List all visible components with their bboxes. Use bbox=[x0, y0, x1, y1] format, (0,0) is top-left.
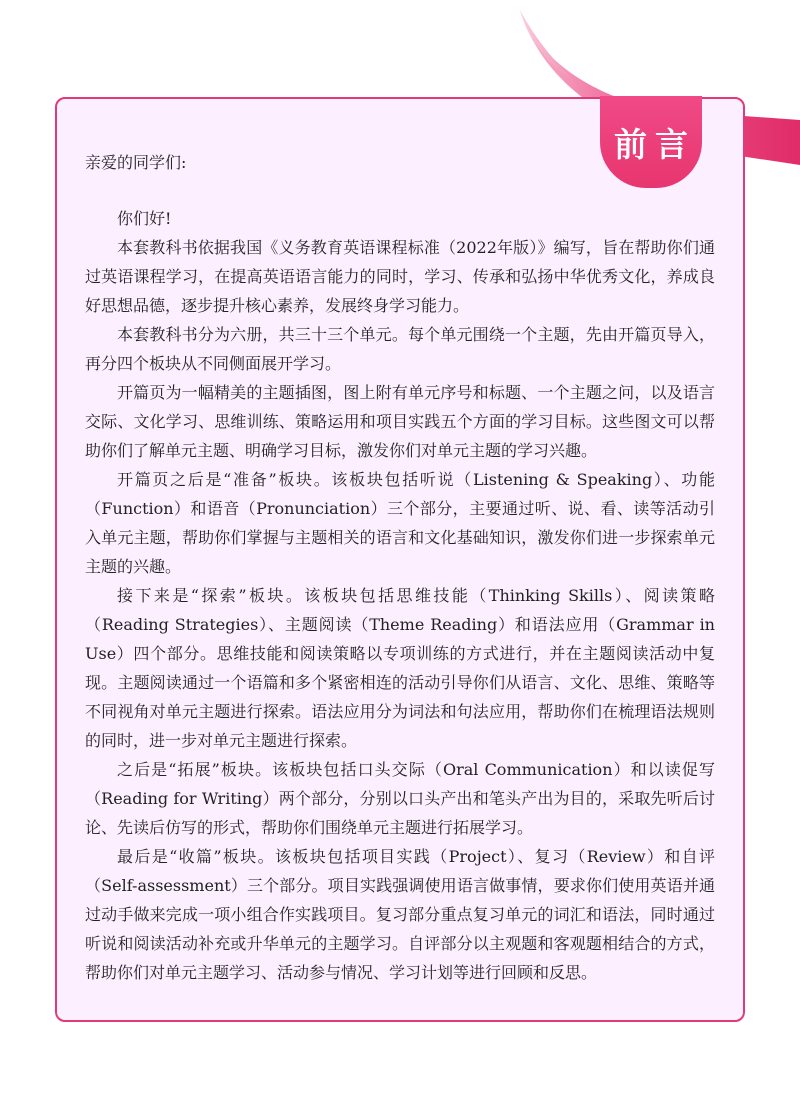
preface-body bbox=[85, 148, 715, 987]
greeting: 亲爱的同学们: bbox=[85, 153, 187, 172]
paragraph: 本套教科书分为六册，共三十三个单元。每个单元围绕一个主题，先由开篇页导入，再分四个板块从不同侧面展开学习。 bbox=[85, 325, 715, 373]
paragraph: 开篇页为一幅精美的主题插图，图上附有单元序号和标题、一个主题之问，以及语言交际、文化学习、思维训练、策略运用和项目实践五个方面的学习目标。这些图文可以帮助你们了解单元主题、明确学习目标，激发你们对单元主题的学习兴趣。 bbox=[85, 383, 715, 460]
paragraph: 本套教科书依据我国《义务教育英语课程标准（2022年版）》编写，旨在帮助你们通过英语课程学习，在提高英语语言能力的同时，学习、传承和弘扬中华优秀文化，养成良好思想品德，逐步提升核心素养，发展终身学习能力。 bbox=[85, 238, 715, 315]
paragraph: 开篇页之后是“准备”板块。该板块包括听说（Listening & Speaking）、功能（Function）和语音（Pronunciation）三个部分，主要通过听、说、看、读等活动引入单元主题，帮助你们掌握与主题相关的语言和文化基础知识，激发你们进一步探索单元主题的兴趣。 bbox=[85, 470, 715, 576]
paragraph: 最后是“收篇”板块。该板块包括项目实践（Project）、复习（Review）和自评（Self-assessment）三个部分。项目实践强调使用语言做事情，要求你们使用英语并通过动手做来完成一项小组合作实践项目。复习部分重点复习单元的词汇和语法，同时通过听说和阅读活动补充或升华单元的主题学习。自评部分以主观题和客观题相结合的方式，帮助你们对单元主题学习、活动参与情况、学习计划等进行回顾和反思。 bbox=[85, 847, 715, 982]
paragraph: 你们好! bbox=[117, 209, 172, 228]
paragraph: 接下来是“探索”板块。该板块包括思维技能（Thinking Skills）、阅读策略（Reading Strategies）、主题阅读（Theme Reading）和语法应用（Grammar in Use）四个部分。思维技能和阅读策略以专项训练的方式进行，并在主题阅读活动中复现。主题阅读通过一个语篇和多个紧密相连的活动引导你们从语言、文化、思维、策略等不同视角对单元主题进行探索。语法应用分为词法和句法应用，帮助你们在梳理语法规则的同时，进一步对单元主题进行探索。 bbox=[85, 586, 715, 750]
page-title: 前言 bbox=[614, 124, 696, 164]
paragraph: 之后是“拓展”板块。该板块包括口头交际（Oral Communication）和以读促写（Reading for Writing）两个部分，分别以口头产出和笔头产出为目的，采取先听后讨论、先读后仿写的形式，帮助你们围绕单元主题进行拓展学习。 bbox=[85, 760, 715, 837]
